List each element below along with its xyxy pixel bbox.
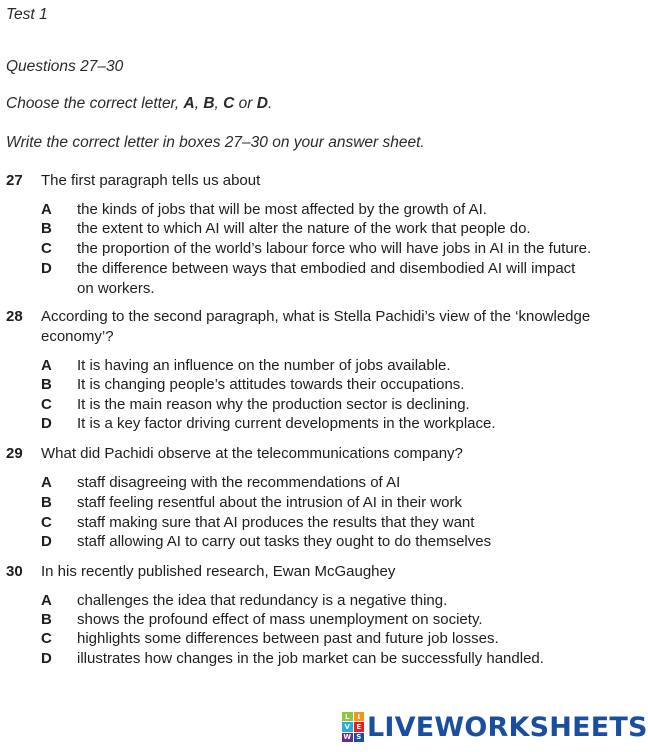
logo-tile: I xyxy=(354,712,365,721)
question-text: According to the second paragraph, what is Stella Pachidi’s view of the ‘knowledge xyxy=(41,308,591,325)
option-letter: B xyxy=(41,220,52,237)
option-letter: A xyxy=(41,592,52,609)
option-text: It is a key factor driving current developments in the workplace. xyxy=(77,415,496,432)
option-letter: D xyxy=(41,260,52,277)
question-number: 27 xyxy=(6,172,23,189)
question-text: What did Pachidi observe at the telecommunications company? xyxy=(41,445,463,462)
question-text: In his recently published research, Ewan McGaughey xyxy=(41,563,396,580)
option-letter: A xyxy=(41,201,52,218)
option-text: staff disagreeing with the recommendations of AI xyxy=(77,474,401,491)
question-text: The first paragraph tells us about xyxy=(41,172,261,189)
option-letter: B xyxy=(41,494,52,511)
question-text-continued: economy’? xyxy=(41,328,114,345)
option-text: the kinds of jobs that will be most affected by the growth of AI. xyxy=(77,201,487,218)
option-letter: C xyxy=(41,514,52,531)
questions-range-heading: Questions 27–30 xyxy=(6,58,124,75)
option-text: It is having an influence on the number of jobs available. xyxy=(77,357,451,374)
option-letter: C xyxy=(41,630,52,647)
option-text: It is changing people’s attitudes towards their occupations. xyxy=(77,376,465,393)
liveworksheets-logo-text: LIVEWORKSHEETS xyxy=(367,711,648,743)
option-text: shows the profound effect of mass unemployment on society. xyxy=(77,611,483,628)
question-number: 29 xyxy=(6,445,23,462)
option-text: staff feeling resentful about the intrusion of AI in their work xyxy=(77,494,462,511)
logo-tile: L xyxy=(342,712,353,721)
liveworksheets-logo-icon xyxy=(342,712,364,742)
option-text-continued: on workers. xyxy=(77,280,155,297)
option-text: staff allowing AI to carry out tasks they ought to do themselves xyxy=(77,533,492,550)
option-letter: B xyxy=(41,376,52,393)
option-text: challenges the idea that redundancy is a negative thing. xyxy=(77,592,448,609)
option-text: It is the main reason why the production sector is declining. xyxy=(77,396,470,413)
logo-tile: W xyxy=(343,733,352,742)
option-letter: A xyxy=(41,474,52,491)
question-number: 30 xyxy=(6,563,23,580)
answer-sheet-instruction: Write the correct letter in boxes 27–30 on your answer sheet. xyxy=(6,134,425,151)
choose-instruction: Choose the correct letter, A, B, C or D. xyxy=(6,95,273,112)
option-letter: C xyxy=(41,396,52,413)
option-text: illustrates how changes in the job market can be successfully handled. xyxy=(77,650,544,667)
test-label: Test 1 xyxy=(6,6,48,23)
logo-tile: E xyxy=(354,722,365,731)
option-text: the extent to which AI will alter the nature of the work that people do. xyxy=(77,220,531,237)
logo-tile: V xyxy=(342,722,353,731)
option-text: the difference between ways that embodied and disembodied AI will impact xyxy=(77,260,576,277)
option-letter: D xyxy=(41,650,52,667)
logo-tile: S xyxy=(354,733,365,742)
question-number: 28 xyxy=(6,308,23,325)
option-letter: B xyxy=(41,611,52,628)
option-letter: D xyxy=(41,533,52,550)
option-text: staff making sure that AI produces the results that they want xyxy=(77,514,475,531)
option-text: the proportion of the world’s labour force who will have jobs in AI in the future. xyxy=(77,240,592,257)
option-letter: C xyxy=(41,240,52,257)
liveworksheets-logo xyxy=(342,710,648,744)
option-letter: D xyxy=(41,415,52,432)
option-letter: A xyxy=(41,357,52,374)
option-text: highlights some differences between past and future job losses. xyxy=(77,630,499,647)
